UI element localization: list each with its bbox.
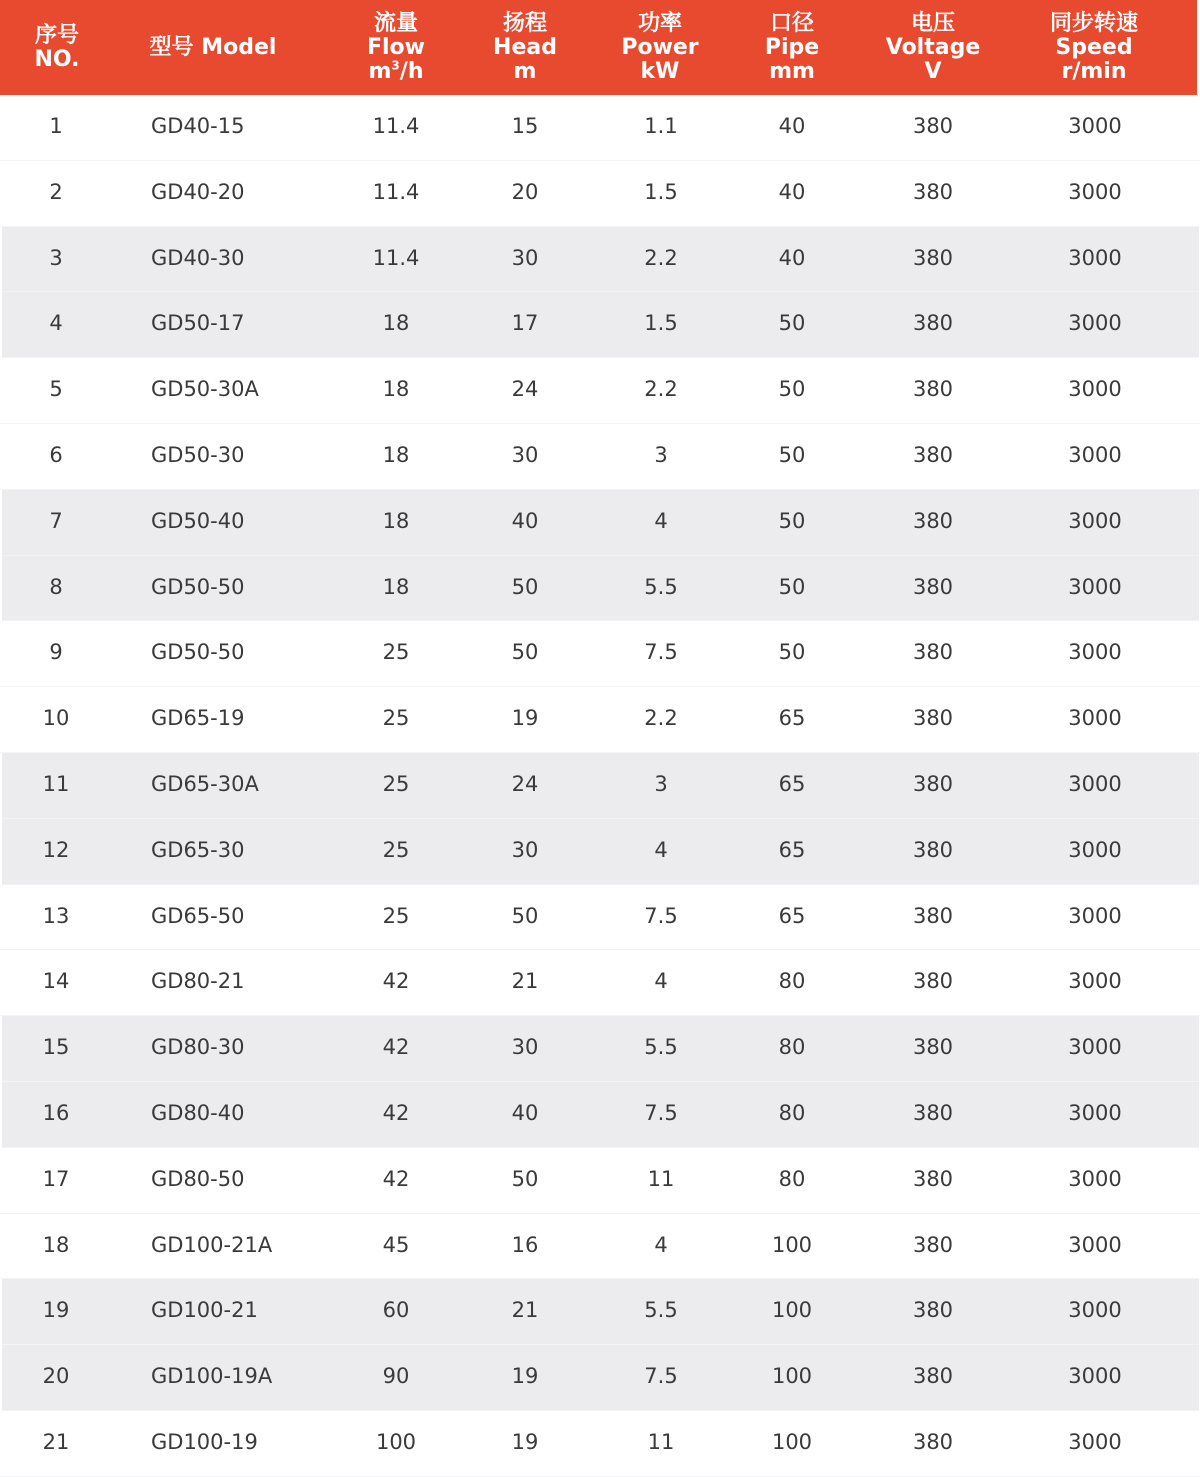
cell-power: 1.5 <box>644 179 678 204</box>
cell-pipe: 100 <box>771 1298 813 1323</box>
cell-voltage: 380 <box>912 311 954 336</box>
table-row <box>0 95 1200 161</box>
table-row <box>0 1214 1200 1280</box>
cell-speed: 3000 <box>1068 837 1122 862</box>
cell-power: 4 <box>654 969 668 994</box>
cell-no: 15 <box>42 1035 70 1060</box>
cell-pipe: 100 <box>771 1232 813 1257</box>
cell-power: 4 <box>654 508 668 533</box>
table-row <box>0 621 1200 687</box>
header-head-unit: m <box>513 58 537 84</box>
cell-power: 7.5 <box>644 903 678 928</box>
cell-speed: 3000 <box>1068 969 1122 994</box>
header-flow-en: Flow <box>366 34 426 60</box>
cell-model: GD100-21 <box>151 1298 258 1323</box>
cell-speed: 3000 <box>1068 245 1122 270</box>
cell-power: 2.2 <box>644 245 678 270</box>
cell-no: 14 <box>42 969 70 994</box>
cell-speed: 3000 <box>1068 114 1122 138</box>
cell-power: 5.5 <box>644 1035 678 1060</box>
cell-no: 2 <box>49 179 63 204</box>
cell-pipe: 50 <box>778 442 806 467</box>
cell-flow: 18 <box>382 442 410 467</box>
cell-power: 5.5 <box>644 1298 678 1323</box>
cell-head: 21 <box>511 969 539 994</box>
cell-speed: 3000 <box>1068 377 1122 402</box>
cell-flow: 42 <box>382 969 410 994</box>
cell-model: GD80-30 <box>151 1035 245 1060</box>
cell-flow: 60 <box>382 1298 410 1323</box>
cell-head: 40 <box>511 508 539 533</box>
cell-power: 11 <box>647 1429 675 1454</box>
cell-model: GD50-30 <box>151 442 245 467</box>
cell-voltage: 380 <box>912 508 954 533</box>
cell-speed: 3000 <box>1068 1232 1122 1257</box>
cell-voltage: 380 <box>912 706 954 731</box>
cell-no: 3 <box>49 245 63 270</box>
cell-speed: 3000 <box>1068 442 1122 467</box>
table-row <box>2 1279 1199 1345</box>
cell-speed: 3000 <box>1068 1298 1122 1323</box>
table-row <box>0 1411 1200 1477</box>
cell-pipe: 40 <box>778 114 806 138</box>
cell-flow: 11.4 <box>372 245 420 270</box>
cell-power: 1.1 <box>644 114 678 138</box>
cell-flow: 25 <box>382 903 410 928</box>
header-model-label: 型号 Model <box>149 34 277 60</box>
table-row <box>0 885 1200 951</box>
table-row <box>2 292 1199 358</box>
header-speed-unit: r/min <box>1061 58 1127 84</box>
cell-no: 1 <box>49 114 63 138</box>
header-power <box>621 0 698 95</box>
cell-pipe: 50 <box>778 640 806 665</box>
cell-flow: 100 <box>375 1429 417 1454</box>
cell-head: 24 <box>511 377 539 402</box>
cell-voltage: 380 <box>912 1429 954 1454</box>
cell-flow: 90 <box>382 1364 410 1389</box>
cell-pipe: 65 <box>778 903 806 928</box>
cell-power: 4 <box>654 837 668 862</box>
cell-pipe: 80 <box>778 1100 806 1125</box>
cell-pipe: 65 <box>778 706 806 731</box>
cell-power: 1.5 <box>644 311 678 336</box>
cell-pipe: 100 <box>771 1429 813 1454</box>
cell-voltage: 380 <box>912 245 954 270</box>
cell-model: GD100-19A <box>151 1364 273 1389</box>
cell-flow: 42 <box>382 1035 410 1060</box>
header-head-en: Head <box>493 34 557 60</box>
cell-model: GD65-30A <box>151 771 259 796</box>
cell-voltage: 380 <box>912 1035 954 1060</box>
cell-no: 12 <box>42 837 70 862</box>
header-voltage-cn: 电压 <box>910 10 956 36</box>
table-header <box>0 0 1197 95</box>
cell-voltage: 380 <box>912 179 954 204</box>
cell-voltage: 380 <box>912 1364 954 1389</box>
cell-no: 4 <box>49 311 63 336</box>
table-row <box>2 490 1199 556</box>
cell-power: 7.5 <box>644 1364 678 1389</box>
cell-speed: 3000 <box>1068 1166 1122 1191</box>
cell-flow: 11.4 <box>372 114 420 138</box>
cell-no: 16 <box>42 1100 70 1125</box>
cell-model: GD65-30 <box>151 837 245 862</box>
cell-head: 17 <box>511 311 539 336</box>
table-row <box>2 819 1199 885</box>
cell-pipe: 80 <box>778 1035 806 1060</box>
cell-head: 30 <box>511 1035 539 1060</box>
header-head <box>493 0 557 95</box>
cell-speed: 3000 <box>1068 311 1122 336</box>
cell-no: 20 <box>42 1364 70 1389</box>
cell-voltage: 380 <box>912 1298 954 1323</box>
cell-speed: 3000 <box>1068 1100 1122 1125</box>
header-pipe-unit: mm <box>769 58 815 84</box>
cell-power: 4 <box>654 1232 668 1257</box>
table-row <box>0 424 1200 490</box>
cell-pipe: 65 <box>778 837 806 862</box>
cell-head: 50 <box>511 574 539 599</box>
cell-pipe: 100 <box>771 1364 813 1389</box>
table-row <box>2 1345 1199 1411</box>
cell-head: 15 <box>511 114 539 138</box>
cell-no: 21 <box>42 1429 70 1454</box>
cell-head: 24 <box>511 771 539 796</box>
cell-model: GD50-17 <box>151 311 245 336</box>
cell-model: GD50-50 <box>151 574 245 599</box>
cell-no: 13 <box>42 903 70 928</box>
cell-model: GD65-50 <box>151 903 245 928</box>
cell-flow: 18 <box>382 311 410 336</box>
cell-head: 40 <box>511 1100 539 1125</box>
cell-model: GD40-15 <box>151 114 245 138</box>
cell-voltage: 380 <box>912 1100 954 1125</box>
cell-model: GD100-19 <box>151 1429 258 1454</box>
header-head-cn: 扬程 <box>502 10 547 36</box>
cell-model: GD50-40 <box>151 508 245 533</box>
cell-voltage: 380 <box>912 1166 954 1191</box>
cell-head: 19 <box>511 706 539 731</box>
cell-no: 10 <box>42 706 70 731</box>
cell-speed: 3000 <box>1068 640 1122 665</box>
table-row <box>2 556 1199 622</box>
cell-flow: 45 <box>382 1232 410 1257</box>
cell-head: 50 <box>511 903 539 928</box>
header-flow-cn: 流量 <box>373 10 419 36</box>
table-row <box>0 1148 1200 1214</box>
cell-voltage: 380 <box>912 837 954 862</box>
header-voltage-en: Voltage <box>885 34 981 60</box>
cell-power: 7.5 <box>644 640 678 665</box>
cell-head: 21 <box>511 1298 539 1323</box>
cell-head: 19 <box>511 1364 539 1389</box>
table-row <box>2 1082 1199 1148</box>
cell-voltage: 380 <box>912 640 954 665</box>
cell-voltage: 380 <box>912 114 954 138</box>
cell-model: GD65-19 <box>151 706 245 731</box>
cell-pipe: 65 <box>778 771 806 796</box>
cell-flow: 42 <box>382 1100 410 1125</box>
cell-flow: 25 <box>382 706 410 731</box>
header-voltage-unit: V <box>924 58 942 84</box>
header-flow-unit-sup: 3 <box>391 58 400 73</box>
cell-voltage: 380 <box>912 771 954 796</box>
header-speed-en: Speed <box>1055 34 1133 60</box>
cell-pipe: 80 <box>778 1166 806 1191</box>
cell-speed: 3000 <box>1068 508 1122 533</box>
cell-model: GD40-20 <box>151 179 245 204</box>
cell-head: 30 <box>511 442 539 467</box>
cell-pipe: 50 <box>778 377 806 402</box>
cell-voltage: 380 <box>912 442 954 467</box>
cell-no: 7 <box>49 508 63 533</box>
cell-head: 16 <box>511 1232 539 1257</box>
cell-pipe: 80 <box>778 969 806 994</box>
table-row <box>2 753 1199 819</box>
table-row <box>2 1016 1199 1082</box>
cell-speed: 3000 <box>1068 771 1122 796</box>
cell-head: 20 <box>511 179 539 204</box>
table-row <box>2 227 1199 293</box>
header-flow-unit-base: m <box>368 58 392 84</box>
cell-no: 17 <box>42 1166 70 1191</box>
cell-head: 30 <box>511 837 539 862</box>
cell-speed: 3000 <box>1068 706 1122 731</box>
cell-power: 2.2 <box>644 706 678 731</box>
cell-head: 19 <box>511 1429 539 1454</box>
header-power-unit: kW <box>640 58 680 84</box>
header-voltage <box>886 0 981 95</box>
cell-model: GD50-50 <box>151 640 245 665</box>
cell-no: 19 <box>42 1298 70 1323</box>
cell-model: GD80-40 <box>151 1100 245 1125</box>
cell-voltage: 380 <box>912 903 954 928</box>
cell-model: GD80-21 <box>151 969 245 994</box>
cell-flow: 25 <box>382 837 410 862</box>
header-no <box>35 0 80 95</box>
cell-head: 30 <box>511 245 539 270</box>
cell-power: 5.5 <box>644 574 678 599</box>
cell-head: 50 <box>511 640 539 665</box>
cell-speed: 3000 <box>1068 574 1122 599</box>
header-pipe <box>765 0 819 95</box>
cell-pipe: 50 <box>778 508 806 533</box>
table-row <box>0 161 1200 227</box>
cell-speed: 3000 <box>1068 1429 1122 1454</box>
header-power-cn: 功率 <box>637 10 682 36</box>
header-speed-cn: 同步转速 <box>1049 10 1139 36</box>
cell-voltage: 380 <box>912 574 954 599</box>
cell-flow: 11.4 <box>372 179 420 204</box>
cell-speed: 3000 <box>1068 903 1122 928</box>
cell-power: 2.2 <box>644 377 678 402</box>
header-model <box>150 0 277 95</box>
cell-model: GD80-50 <box>151 1166 245 1191</box>
cell-no: 6 <box>49 442 63 467</box>
cell-voltage: 380 <box>912 1232 954 1257</box>
cell-model: GD100-21A <box>151 1232 273 1257</box>
cell-power: 3 <box>654 442 668 467</box>
table-body <box>0 95 1200 1477</box>
cell-no: 5 <box>49 377 63 402</box>
header-speed <box>1050 0 1138 95</box>
cell-pipe: 40 <box>778 245 806 270</box>
cell-flow: 42 <box>382 1166 410 1191</box>
header-power-en: Power <box>621 34 699 60</box>
cell-no: 11 <box>42 771 70 796</box>
header-flow <box>367 0 425 95</box>
cell-flow: 18 <box>382 574 410 599</box>
cell-pipe: 50 <box>778 311 806 336</box>
cell-speed: 3000 <box>1068 1364 1122 1389</box>
header-flow-unit-rest: /h <box>399 58 424 84</box>
cell-voltage: 380 <box>912 969 954 994</box>
cell-power: 3 <box>654 771 668 796</box>
cell-head: 50 <box>511 1166 539 1191</box>
cell-pipe: 50 <box>778 574 806 599</box>
table-row <box>0 950 1200 1016</box>
header-flow-unit <box>368 60 423 84</box>
cell-model: GD40-30 <box>151 245 245 270</box>
cell-model: GD50-30A <box>151 377 259 402</box>
cell-voltage: 380 <box>912 377 954 402</box>
table-row <box>0 687 1200 753</box>
cell-no: 8 <box>49 574 63 599</box>
header-no-cn: 序号 <box>34 22 79 48</box>
cell-speed: 3000 <box>1068 1035 1122 1060</box>
cell-flow: 25 <box>382 640 410 665</box>
header-pipe-en: Pipe <box>764 34 820 60</box>
cell-flow: 18 <box>382 508 410 533</box>
cell-no: 18 <box>42 1232 70 1257</box>
header-pipe-cn: 口径 <box>769 10 814 36</box>
table-row <box>0 358 1200 424</box>
cell-speed: 3000 <box>1068 179 1122 204</box>
cell-no: 9 <box>49 640 63 665</box>
cell-pipe: 40 <box>778 179 806 204</box>
cell-flow: 25 <box>382 771 410 796</box>
header-no-en: NO. <box>34 46 80 72</box>
cell-power: 7.5 <box>644 1100 678 1125</box>
cell-power: 11 <box>647 1166 675 1191</box>
cell-flow: 18 <box>382 377 410 402</box>
